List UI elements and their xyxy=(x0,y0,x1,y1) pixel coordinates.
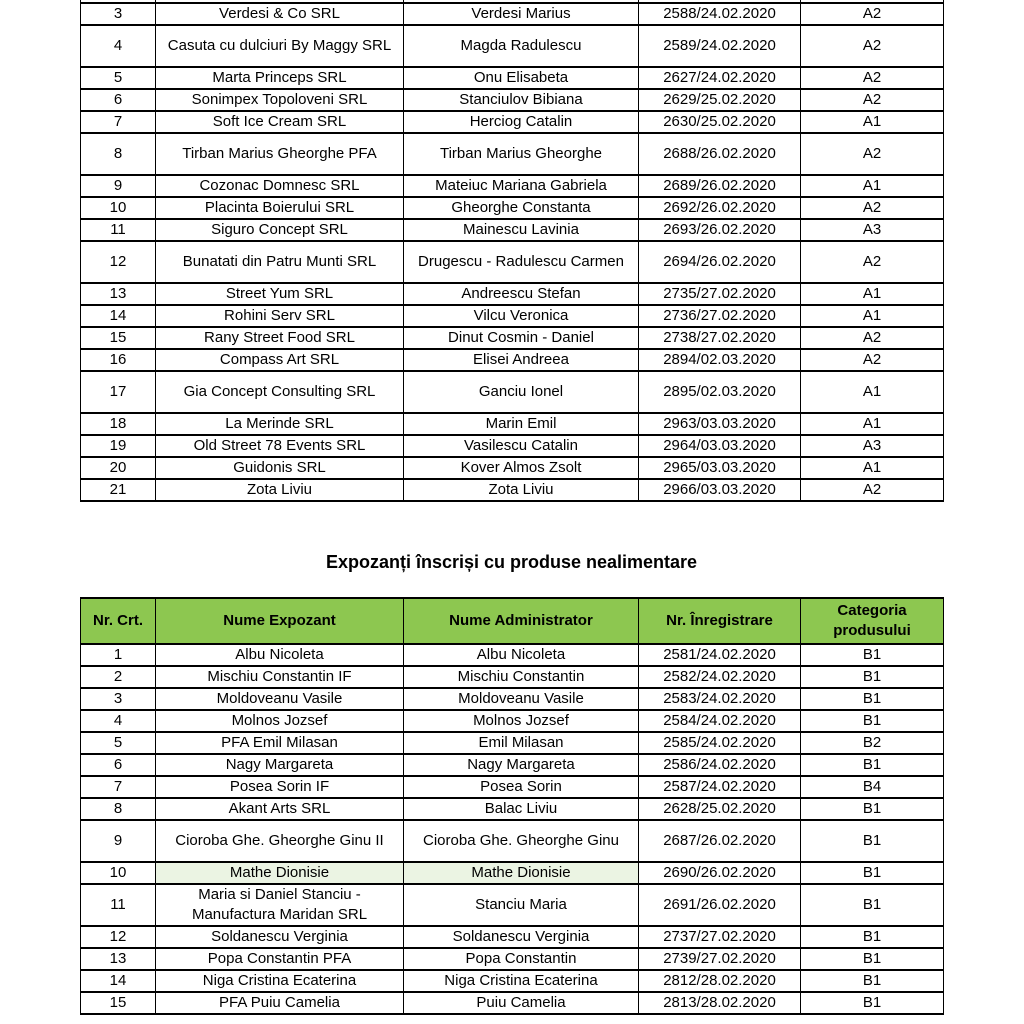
cell-expozant: Albu Nicoleta xyxy=(156,644,404,666)
cell-administrator: Gheorghe Constanta xyxy=(404,197,639,219)
table-row xyxy=(81,371,944,413)
cell-inregistrare: 2628/25.02.2020 xyxy=(639,798,801,820)
cell-administrator: Nagy Margareta xyxy=(404,754,639,776)
cell-administrator: Vilcu Veronica xyxy=(404,305,639,327)
cell-expozant: Zota Liviu xyxy=(156,479,404,501)
cell-administrator: Balac Liviu xyxy=(404,798,639,820)
cell-nr: 16 xyxy=(81,349,156,371)
cell-administrator: Mainescu Lavinia xyxy=(404,219,639,241)
cell-administrator: Drugescu - Radulescu Carmen xyxy=(404,241,639,283)
cell-inregistrare: 2737/27.02.2020 xyxy=(639,926,801,948)
cell-inregistrare: 2964/03.03.2020 xyxy=(639,435,801,457)
cell-expozant: Cioroba Ghe. Gheorghe Ginu II xyxy=(156,820,404,862)
cell-administrator: Posea Sorin xyxy=(404,776,639,798)
cell-categoria: B1 xyxy=(801,754,944,776)
cell-administrator: Magda Radulescu xyxy=(404,25,639,67)
cell-expozant: Compass Art SRL xyxy=(156,349,404,371)
cell-nr: 20 xyxy=(81,457,156,479)
cell-expozant: Guidonis SRL xyxy=(156,457,404,479)
table-row xyxy=(81,175,944,197)
cell-inregistrare: 2587/24.02.2020 xyxy=(639,776,801,798)
cell-expozant: Street Yum SRL xyxy=(156,283,404,305)
cell-expozant: Bunatati din Patru Munti SRL xyxy=(156,241,404,283)
cell-expozant: Akant Arts SRL xyxy=(156,798,404,820)
table-row xyxy=(81,732,944,754)
cell-inregistrare: 2585/24.02.2020 xyxy=(639,732,801,754)
cell-nr: 6 xyxy=(81,89,156,111)
cell-administrator: Puiu Camelia xyxy=(404,992,639,1014)
cell-nr: 3 xyxy=(81,3,156,25)
cell-nr: 1 xyxy=(81,644,156,666)
cell-administrator: Moldoveanu Vasile xyxy=(404,688,639,710)
cell-expozant: Casuta cu dulciuri By Maggy SRL xyxy=(156,25,404,67)
cell-categoria: A1 xyxy=(801,413,944,435)
table-row xyxy=(81,241,944,283)
cell-nr: 2 xyxy=(81,666,156,688)
cell-administrator: Kover Almos Zsolt xyxy=(404,457,639,479)
cell-expozant: La Merinde SRL xyxy=(156,413,404,435)
cell-expozant: Niga Cristina Ecaterina xyxy=(156,970,404,992)
cell-categoria: B1 xyxy=(801,862,944,884)
food-exhibitors-table xyxy=(80,0,944,502)
cell-inregistrare: 2966/03.03.2020 xyxy=(639,479,801,501)
cell-categoria: B1 xyxy=(801,948,944,970)
cell-categoria: B1 xyxy=(801,970,944,992)
cell-inregistrare: 2629/25.02.2020 xyxy=(639,89,801,111)
cell-administrator: Elisei Andreea xyxy=(404,349,639,371)
cell-categoria: B4 xyxy=(801,776,944,798)
cell-inregistrare: 2812/28.02.2020 xyxy=(639,970,801,992)
cell-nr: 5 xyxy=(81,67,156,89)
cell-inregistrare: 2589/24.02.2020 xyxy=(639,25,801,67)
table-row xyxy=(81,970,944,992)
cell-inregistrare: 2894/02.03.2020 xyxy=(639,349,801,371)
cell-nr: 11 xyxy=(81,884,156,926)
column-header-nr-inregistrare: Nr. Înregistrare xyxy=(639,598,801,644)
cell-administrator: Herciog Catalin xyxy=(404,111,639,133)
cell-categoria: B1 xyxy=(801,884,944,926)
cell-administrator: Vasilescu Catalin xyxy=(404,435,639,457)
cell-inregistrare: 2694/26.02.2020 xyxy=(639,241,801,283)
cell-inregistrare: 2584/24.02.2020 xyxy=(639,710,801,732)
cell-nr: 15 xyxy=(81,327,156,349)
cell-expozant: Molnos Jozsef xyxy=(156,710,404,732)
cell-categoria: A2 xyxy=(801,3,944,25)
cell-administrator: Popa Constantin xyxy=(404,948,639,970)
cell-nr: 6 xyxy=(81,754,156,776)
cell-expozant: Mischiu Constantin IF xyxy=(156,666,404,688)
cell-categoria: A1 xyxy=(801,283,944,305)
cell-inregistrare: 2739/27.02.2020 xyxy=(639,948,801,970)
cell-inregistrare: 2736/27.02.2020 xyxy=(639,305,801,327)
cell-expozant: Placinta Boierului SRL xyxy=(156,197,404,219)
cell-administrator: Stanciu Maria xyxy=(404,884,639,926)
cell-nr: 14 xyxy=(81,305,156,327)
column-header-categoria-produsului: Categoria produsului xyxy=(801,598,944,644)
cell-categoria: B2 xyxy=(801,732,944,754)
cell-categoria: A2 xyxy=(801,479,944,501)
cell-nr: 13 xyxy=(81,948,156,970)
table-row xyxy=(81,197,944,219)
cell-nr: 14 xyxy=(81,970,156,992)
cell-categoria: A2 xyxy=(801,197,944,219)
column-header-nr-crt: Nr. Crt. xyxy=(81,598,156,644)
table-row xyxy=(81,133,944,175)
cell-administrator: Cioroba Ghe. Gheorghe Ginu xyxy=(404,820,639,862)
cell-categoria: A2 xyxy=(801,25,944,67)
cell-nr: 7 xyxy=(81,776,156,798)
cell-nr: 12 xyxy=(81,926,156,948)
table-row xyxy=(81,666,944,688)
cell-inregistrare: 2689/26.02.2020 xyxy=(639,175,801,197)
cell-inregistrare: 2693/26.02.2020 xyxy=(639,219,801,241)
cell-categoria: B1 xyxy=(801,710,944,732)
cell-expozant: PFA Emil Milasan xyxy=(156,732,404,754)
table-row xyxy=(81,776,944,798)
cell-inregistrare: 2627/24.02.2020 xyxy=(639,67,801,89)
table-row xyxy=(81,862,944,884)
cell-inregistrare: 2965/03.03.2020 xyxy=(639,457,801,479)
cell-administrator: Mischiu Constantin xyxy=(404,666,639,688)
cell-administrator: Mathe Dionisie xyxy=(404,862,639,884)
cell-inregistrare: 2813/28.02.2020 xyxy=(639,992,801,1014)
cell-expozant: Old Street 78 Events SRL xyxy=(156,435,404,457)
cell-expozant: Siguro Concept SRL xyxy=(156,219,404,241)
cell-expozant: Marta Princeps SRL xyxy=(156,67,404,89)
cell-nr: 5 xyxy=(81,732,156,754)
cell-expozant: Rohini Serv SRL xyxy=(156,305,404,327)
table-row xyxy=(81,283,944,305)
cell-administrator: Tirban Marius Gheorghe xyxy=(404,133,639,175)
table-row xyxy=(81,884,944,926)
table-row xyxy=(81,435,944,457)
cell-nr: 13 xyxy=(81,283,156,305)
cell-categoria: A3 xyxy=(801,435,944,457)
cell-nr: 9 xyxy=(81,175,156,197)
table-row xyxy=(81,948,944,970)
cell-administrator: Onu Elisabeta xyxy=(404,67,639,89)
cell-administrator: Dinut Cosmin - Daniel xyxy=(404,327,639,349)
cell-expozant: Verdesi & Co SRL xyxy=(156,3,404,25)
cell-inregistrare: 2738/27.02.2020 xyxy=(639,327,801,349)
cell-categoria: A2 xyxy=(801,349,944,371)
table-row xyxy=(81,3,944,25)
cell-inregistrare: 2582/24.02.2020 xyxy=(639,666,801,688)
cell-nr: 19 xyxy=(81,435,156,457)
cell-nr: 8 xyxy=(81,133,156,175)
cell-nr: 18 xyxy=(81,413,156,435)
cell-inregistrare: 2895/02.03.2020 xyxy=(639,371,801,413)
table-row xyxy=(81,926,944,948)
cell-nr: 9 xyxy=(81,820,156,862)
cell-nr: 8 xyxy=(81,798,156,820)
cell-administrator: Soldanescu Verginia xyxy=(404,926,639,948)
cell-inregistrare: 2687/26.02.2020 xyxy=(639,820,801,862)
cell-administrator: Niga Cristina Ecaterina xyxy=(404,970,639,992)
table-row xyxy=(81,798,944,820)
cell-administrator: Molnos Jozsef xyxy=(404,710,639,732)
table-row xyxy=(81,111,944,133)
cell-administrator: Marin Emil xyxy=(404,413,639,435)
cell-administrator: Albu Nicoleta xyxy=(404,644,639,666)
table-row xyxy=(81,89,944,111)
cell-administrator: Mateiuc Mariana Gabriela xyxy=(404,175,639,197)
cell-expozant: Moldoveanu Vasile xyxy=(156,688,404,710)
cell-categoria: B1 xyxy=(801,992,944,1014)
cell-inregistrare: 2690/26.02.2020 xyxy=(639,862,801,884)
cell-inregistrare: 2691/26.02.2020 xyxy=(639,884,801,926)
nonfood-table-header xyxy=(81,598,944,644)
table-row xyxy=(81,413,944,435)
table-row xyxy=(81,754,944,776)
cell-expozant: Soldanescu Verginia xyxy=(156,926,404,948)
cell-expozant: Sonimpex Topoloveni SRL xyxy=(156,89,404,111)
cell-inregistrare: 2581/24.02.2020 xyxy=(639,644,801,666)
cell-nr: 4 xyxy=(81,710,156,732)
cell-nr: 10 xyxy=(81,862,156,884)
table-row xyxy=(81,820,944,862)
table-row xyxy=(81,219,944,241)
cell-categoria: A2 xyxy=(801,241,944,283)
header-row xyxy=(81,598,944,644)
cell-categoria: A1 xyxy=(801,457,944,479)
cell-nr: 17 xyxy=(81,371,156,413)
cell-expozant: Tirban Marius Gheorghe PFA xyxy=(156,133,404,175)
cell-nr: 21 xyxy=(81,479,156,501)
column-header-nume-expozant: Nume Expozant xyxy=(156,598,404,644)
table-row xyxy=(81,327,944,349)
table-row xyxy=(81,688,944,710)
cell-expozant: Mathe Dionisie xyxy=(156,862,404,884)
cell-categoria: A1 xyxy=(801,111,944,133)
cell-expozant: Popa Constantin PFA xyxy=(156,948,404,970)
cell-nr: 7 xyxy=(81,111,156,133)
table-row xyxy=(81,710,944,732)
cell-nr: 3 xyxy=(81,688,156,710)
table-row xyxy=(81,479,944,501)
cell-inregistrare: 2630/25.02.2020 xyxy=(639,111,801,133)
food-exhibitors-rows xyxy=(81,0,944,501)
cell-categoria: A2 xyxy=(801,327,944,349)
cell-administrator: Zota Liviu xyxy=(404,479,639,501)
cell-inregistrare: 2692/26.02.2020 xyxy=(639,197,801,219)
cell-nr: 12 xyxy=(81,241,156,283)
cell-expozant: Posea Sorin IF xyxy=(156,776,404,798)
cell-categoria: A1 xyxy=(801,305,944,327)
cell-expozant: Gia Concept Consulting SRL xyxy=(156,371,404,413)
cell-expozant: Nagy Margareta xyxy=(156,754,404,776)
cell-categoria: B1 xyxy=(801,644,944,666)
cell-categoria: A2 xyxy=(801,89,944,111)
cell-expozant: Soft Ice Cream SRL xyxy=(156,111,404,133)
cell-inregistrare: 2735/27.02.2020 xyxy=(639,283,801,305)
cell-inregistrare: 2583/24.02.2020 xyxy=(639,688,801,710)
nonfood-exhibitors-table xyxy=(80,597,944,1015)
cell-inregistrare: 2586/24.02.2020 xyxy=(639,754,801,776)
cell-categoria: B1 xyxy=(801,798,944,820)
cell-expozant: Rany Street Food SRL xyxy=(156,327,404,349)
cell-categoria: B1 xyxy=(801,666,944,688)
cell-nr: 10 xyxy=(81,197,156,219)
section-heading: Expozanți înscriși cu produse nealimentare xyxy=(325,552,698,572)
cell-categoria: B1 xyxy=(801,926,944,948)
cell-expozant: Maria si Daniel Stanciu - Manufactura Maridan SRL xyxy=(156,884,404,926)
cell-categoria: A3 xyxy=(801,219,944,241)
table-row xyxy=(81,644,944,666)
cell-categoria: A1 xyxy=(801,371,944,413)
cell-nr: 15 xyxy=(81,992,156,1014)
cell-inregistrare: 2688/26.02.2020 xyxy=(639,133,801,175)
cell-nr: 11 xyxy=(81,219,156,241)
cell-expozant: Cozonac Domnesc SRL xyxy=(156,175,404,197)
cell-nr: 4 xyxy=(81,25,156,67)
table-row xyxy=(81,25,944,67)
table-row xyxy=(81,67,944,89)
table-row xyxy=(81,992,944,1014)
cell-administrator: Andreescu Stefan xyxy=(404,283,639,305)
table-row xyxy=(81,457,944,479)
column-header-nume-administrator: Nume Administrator xyxy=(404,598,639,644)
nonfood-exhibitors-rows xyxy=(81,644,944,1014)
table-row xyxy=(81,349,944,371)
cell-categoria: A2 xyxy=(801,67,944,89)
table-row xyxy=(81,305,944,327)
cell-administrator: Stanciulov Bibiana xyxy=(404,89,639,111)
cell-expozant: PFA Puiu Camelia xyxy=(156,992,404,1014)
cell-categoria: B1 xyxy=(801,688,944,710)
cell-administrator: Ganciu Ionel xyxy=(404,371,639,413)
cell-inregistrare: 2588/24.02.2020 xyxy=(639,3,801,25)
cell-administrator: Emil Milasan xyxy=(404,732,639,754)
cell-inregistrare: 2963/03.03.2020 xyxy=(639,413,801,435)
cell-categoria: A1 xyxy=(801,175,944,197)
cell-administrator: Verdesi Marius xyxy=(404,3,639,25)
cell-categoria: B1 xyxy=(801,820,944,862)
cell-categoria: A2 xyxy=(801,133,944,175)
